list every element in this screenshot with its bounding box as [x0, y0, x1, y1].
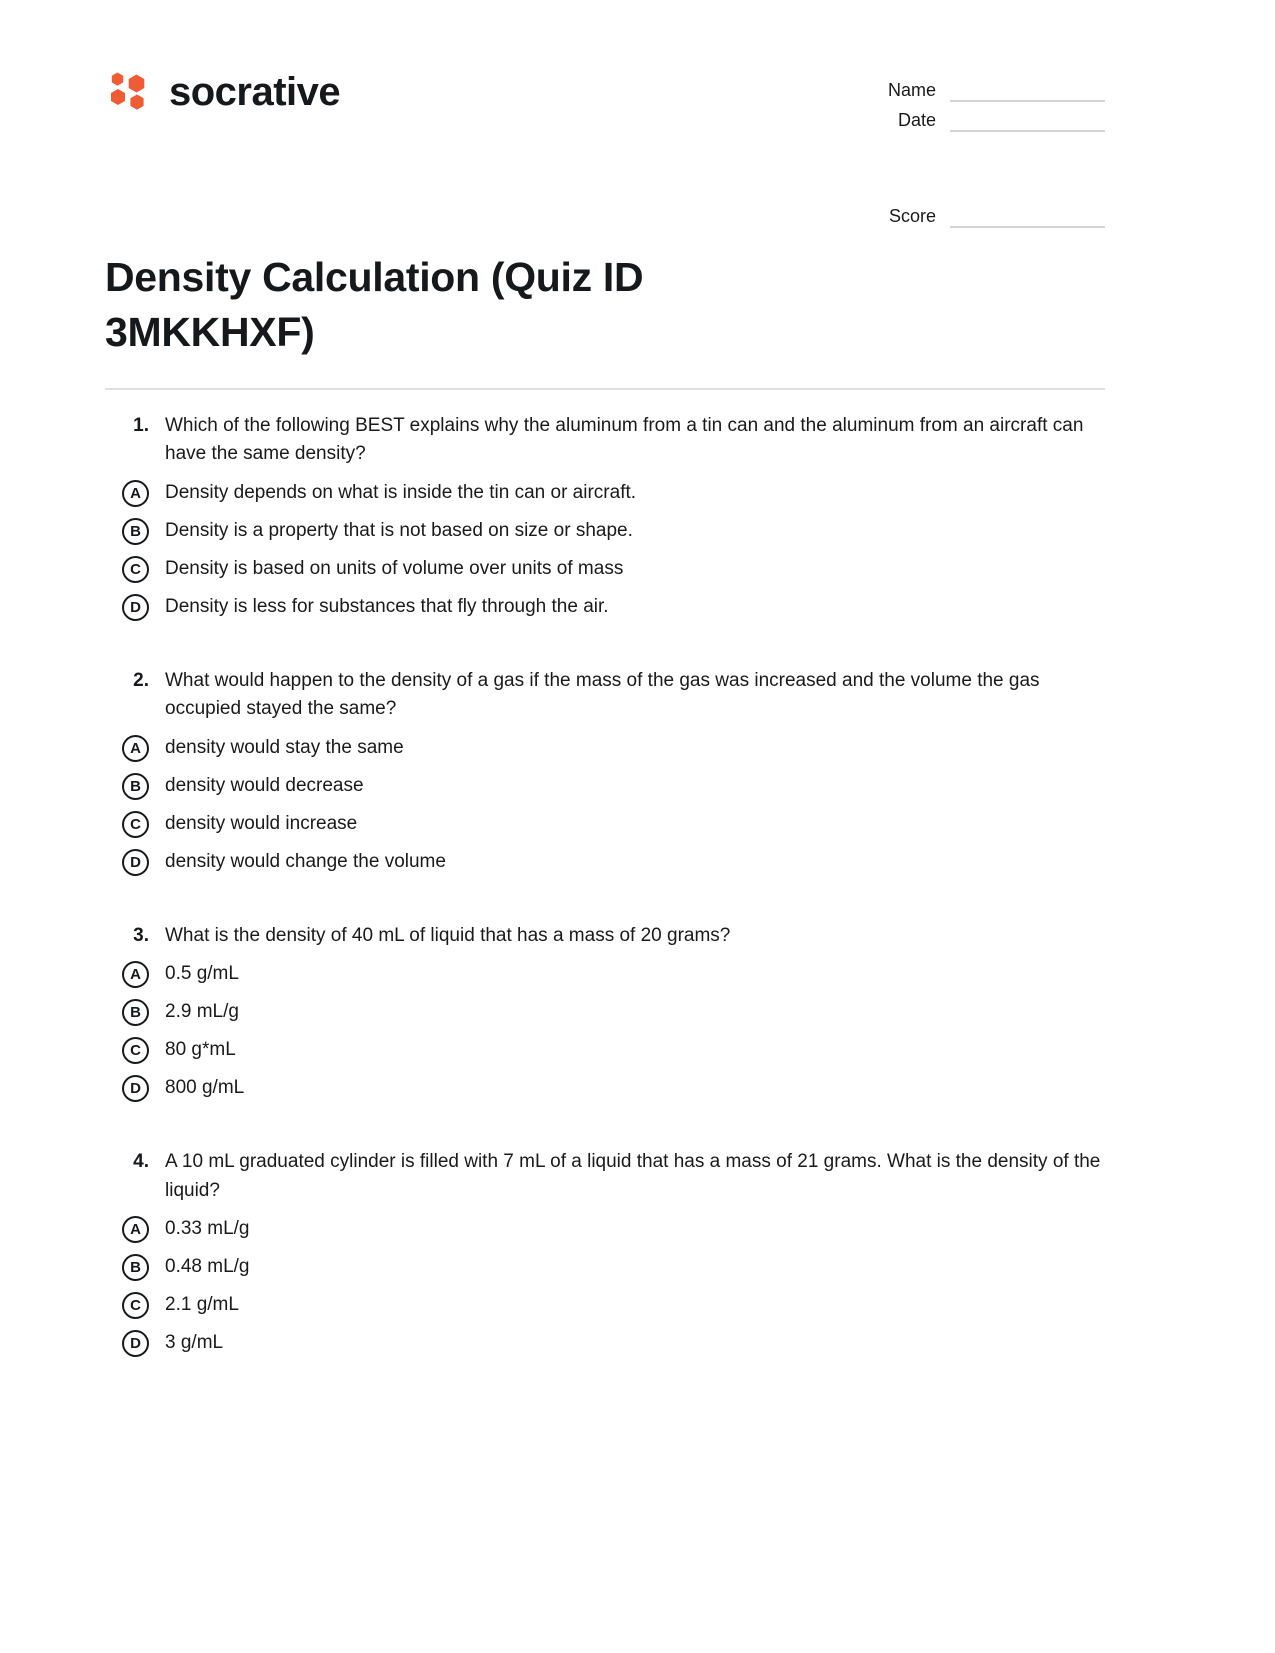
answer-option[interactable]: [105, 594, 1105, 621]
answer-option[interactable]: [105, 961, 1105, 988]
name-write-line[interactable]: [950, 78, 1105, 102]
answer-options: [105, 735, 1105, 876]
option-bubble-b[interactable]: B: [122, 1254, 149, 1281]
answer-option[interactable]: [105, 1254, 1105, 1281]
answer-option[interactable]: [105, 735, 1105, 762]
score-write-line[interactable]: [950, 204, 1105, 228]
option-bubble-wrap: [105, 1037, 165, 1064]
question-item: [105, 412, 1105, 621]
option-text: density would stay the same: [165, 736, 404, 758]
option-text: 0.33 mL/g: [165, 1218, 250, 1240]
answer-option[interactable]: [105, 1037, 1105, 1064]
option-bubble-b[interactable]: B: [122, 999, 149, 1026]
hexagon-cluster-icon: [105, 68, 153, 116]
option-bubble-wrap: [105, 518, 165, 545]
option-text: density would decrease: [165, 774, 364, 796]
option-bubble-wrap: [105, 1254, 165, 1281]
brand-name: socrative: [169, 70, 341, 114]
option-bubble-a[interactable]: A: [122, 1216, 149, 1243]
question-item: [105, 667, 1105, 876]
questions-list: [0, 390, 1275, 1358]
option-text: Density depends on what is inside the tin can or aircraft.: [165, 481, 637, 503]
question-header: [105, 1148, 1105, 1205]
option-text: 80 g*mL: [165, 1039, 236, 1061]
option-bubble-wrap: [105, 1216, 165, 1243]
answer-option[interactable]: [105, 999, 1105, 1026]
answer-options: [105, 480, 1105, 621]
option-bubble-wrap: [105, 480, 165, 507]
date-label: Date: [897, 110, 936, 131]
answer-option[interactable]: [105, 518, 1105, 545]
question-item: [105, 1148, 1105, 1357]
option-bubble-wrap: [105, 594, 165, 621]
question-number: 3.: [133, 924, 149, 946]
page-title: Density Calculation (Quiz ID 3MKKHXF): [105, 254, 644, 356]
date-field-row: [860, 102, 1105, 132]
answer-option[interactable]: [105, 849, 1105, 876]
option-text: Density is a property that is not based on size or shape.: [165, 519, 633, 541]
option-bubble-c[interactable]: C: [122, 1292, 149, 1319]
option-text: density would increase: [165, 812, 358, 834]
option-bubble-d[interactable]: D: [122, 849, 149, 876]
answer-option[interactable]: [105, 1216, 1105, 1243]
option-bubble-wrap: [105, 773, 165, 800]
name-field-row: [860, 72, 1105, 102]
question-number: 2.: [133, 669, 149, 691]
socrative-logo: [105, 68, 340, 116]
option-text: Density is based on units of volume over units of mass: [165, 557, 624, 579]
option-bubble-d[interactable]: D: [122, 1075, 149, 1102]
page-header: [0, 0, 1275, 228]
option-bubble-wrap: [105, 556, 165, 583]
answer-options: [105, 961, 1105, 1102]
answer-option[interactable]: [105, 1075, 1105, 1102]
option-bubble-wrap: [105, 1292, 165, 1319]
option-text: 0.48 mL/g: [165, 1256, 250, 1278]
question-header: [105, 922, 1105, 951]
option-text: 3 g/mL: [165, 1332, 224, 1354]
answer-option[interactable]: [105, 773, 1105, 800]
answer-option[interactable]: [105, 1330, 1105, 1357]
name-label: Name: [887, 80, 936, 101]
option-bubble-wrap: [105, 849, 165, 876]
option-bubble-wrap: [105, 961, 165, 988]
question-text: A 10 mL graduated cylinder is filled with 7 mL of a liquid that has a mass of 21 grams. What is the density of the liquid?: [165, 1151, 1101, 1201]
question-header: [105, 667, 1105, 724]
option-bubble-b[interactable]: B: [122, 518, 149, 545]
option-bubble-wrap: [105, 1330, 165, 1357]
brand-block: [105, 60, 340, 116]
option-bubble-d[interactable]: D: [122, 594, 149, 621]
option-text: Density is less for substances that fly through the air.: [165, 595, 609, 617]
option-bubble-c[interactable]: C: [122, 1037, 149, 1064]
question-item: [105, 922, 1105, 1103]
option-text: 2.9 mL/g: [165, 1001, 239, 1023]
date-write-line[interactable]: [950, 108, 1105, 132]
student-meta-fields: [860, 60, 1105, 228]
option-bubble-c[interactable]: C: [122, 556, 149, 583]
option-bubble-d[interactable]: D: [122, 1330, 149, 1357]
answer-option[interactable]: [105, 1292, 1105, 1319]
question-text: Which of the following BEST explains why the aluminum from a tin can and the aluminum from an aircraft can have the same density?: [165, 414, 1084, 465]
option-bubble-wrap: [105, 735, 165, 762]
question-number: 1.: [133, 414, 149, 436]
question-header: [105, 412, 1105, 469]
answer-option[interactable]: [105, 556, 1105, 583]
question-text: What is the density of 40 mL of liquid that has a mass of 20 grams?: [165, 924, 731, 946]
question-text: What would happen to the density of a gas if the mass of the gas was increased and the volume the gas occupied stayed the same?: [165, 669, 1040, 720]
title-area: [0, 228, 1275, 361]
score-field-row: [860, 198, 1105, 228]
option-bubble-wrap: [105, 811, 165, 838]
answer-option[interactable]: [105, 811, 1105, 838]
score-label: Score: [888, 206, 936, 227]
option-bubble-c[interactable]: C: [122, 811, 149, 838]
option-text: density would change the volume: [165, 850, 446, 872]
option-bubble-wrap: [105, 999, 165, 1026]
option-bubble-b[interactable]: B: [122, 773, 149, 800]
answer-option[interactable]: [105, 480, 1105, 507]
question-number: 4.: [133, 1151, 149, 1173]
option-text: 2.1 g/mL: [165, 1294, 239, 1316]
option-text: 0.5 g/mL: [165, 963, 239, 985]
option-bubble-a[interactable]: A: [122, 735, 149, 762]
answer-options: [105, 1216, 1105, 1357]
option-bubble-a[interactable]: A: [122, 961, 149, 988]
option-bubble-a[interactable]: A: [122, 480, 149, 507]
option-bubble-wrap: [105, 1075, 165, 1102]
option-text: 800 g/mL: [165, 1077, 245, 1099]
